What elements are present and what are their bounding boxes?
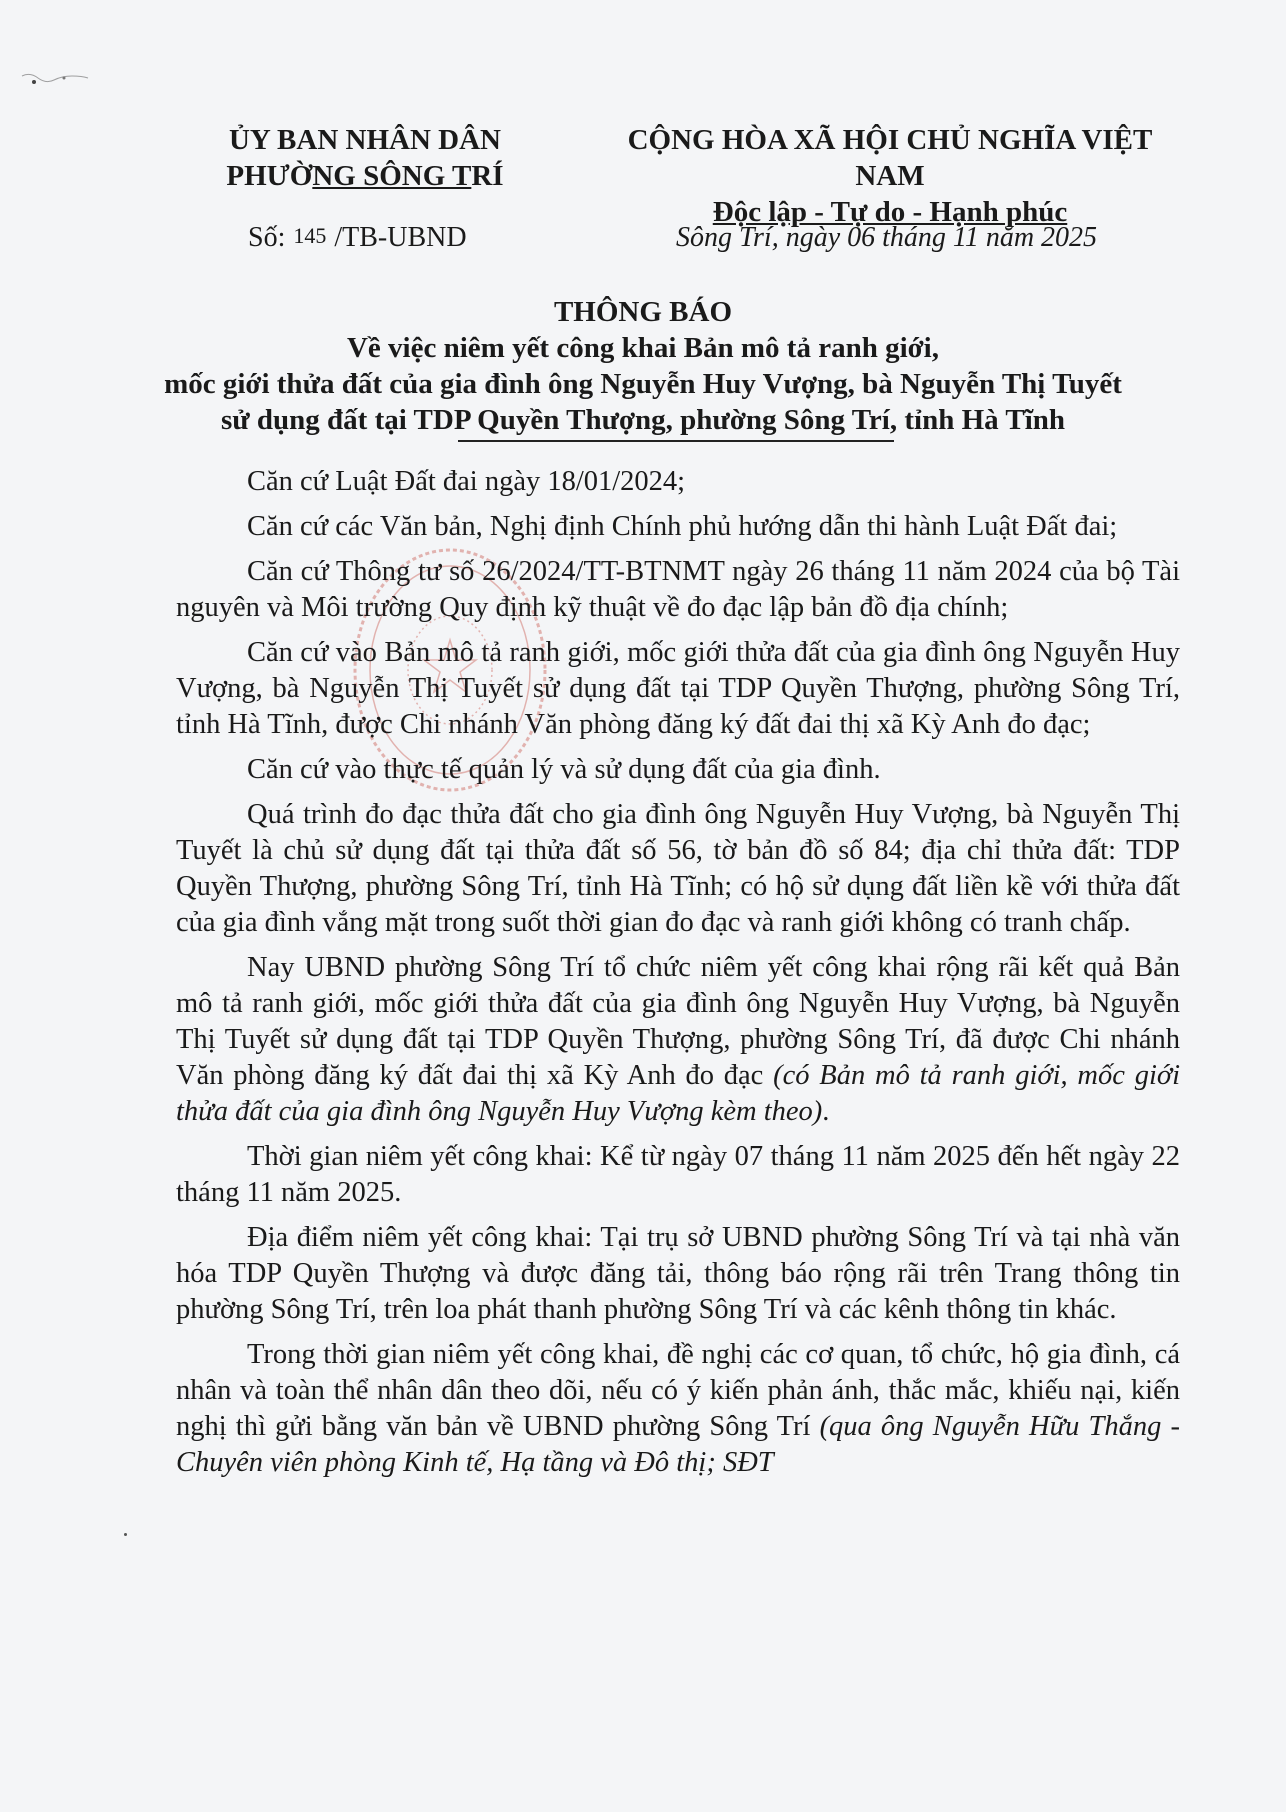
document-body bbox=[176, 464, 1180, 1490]
authority-line-2-underlined: NG SÔNG T bbox=[312, 160, 472, 192]
doc-number-value: 145 bbox=[293, 223, 327, 248]
paragraph-announcement bbox=[176, 950, 1180, 1130]
national-title bbox=[590, 122, 1190, 230]
feedback-text: Trong thời gian niêm yết công khai, đề nghị các cơ quan, tổ chức, hộ gia đình, cá nhân và toàn thể nhân dân theo dõi, nếu có ý kiến phản ánh, thắc mắc, khiếu nại, kiến nghị thì gửi bằng văn bản về UBND phường Sông Trí bbox=[176, 1339, 1180, 1442]
title-line-1: Về việc niêm yết công khai Bản mô tả ranh giới, bbox=[346, 332, 939, 364]
paragraph-posting-location: Địa điểm niêm yết công khai: Tại trụ sở UBND phường Sông Trí và tại nhà văn hóa TDP Quyền Thượng và được đăng tải, thông báo rộng rãi trên Trang thông tin phường Sông Trí, trên loa phát thanh phường Sông Trí và các kênh thông tin khác. bbox=[176, 1222, 1180, 1325]
issuing-authority bbox=[195, 122, 535, 194]
title-line-3: sử dụng đất tại TDP Quyền Thượng, phường Sông Trí, tỉnh Hà Tĩnh bbox=[220, 404, 1066, 436]
paragraph-feedback bbox=[176, 1337, 1180, 1481]
scan-speck bbox=[124, 1533, 127, 1536]
country-name: CỘNG HÒA XÃ HỘI CHỦ NGHĨA VIỆT NAM bbox=[627, 124, 1153, 192]
document-title bbox=[100, 294, 1186, 438]
scan-smudge bbox=[20, 70, 90, 94]
paragraph-survey-process: Quá trình đo đạc thửa đất cho gia đình ông Nguyễn Huy Vượng, bà Nguyễn Thị Tuyết là chủ sử dụng đất tại thửa đất số 56, tờ bản đồ số 84; địa chỉ thửa đất: TDP Quyền Thượng, phường Sông Trí, tỉnh Hà Tĩnh; có hộ sử dụng đất liền kề với thửa đất của gia đình vắng mặt trong suốt thời gian đo đạc và ranh giới không có tranh chấp. bbox=[176, 799, 1180, 938]
doc-number-suffix: /TB-UBND bbox=[334, 222, 467, 253]
feedback-contact: (qua ông Nguyễn Hữu Thắng - Chuyên viên phòng Kinh tế, Hạ tầng và Đô thị; SĐT bbox=[176, 1411, 1180, 1478]
title-line-2: mốc giới thửa đất của gia đình ông Nguyễn Huy Vượng, bà Nguyễn Thị Tuyết bbox=[164, 368, 1122, 400]
doc-number-prefix: Số: bbox=[248, 222, 286, 253]
authority-line-2-a: PHƯỜ bbox=[226, 160, 313, 192]
announcement-end: . bbox=[822, 1096, 830, 1127]
paragraph-posting-period: Thời gian niêm yết công khai: Kể từ ngày 07 tháng 11 năm 2025 đến hết ngày 22 tháng 11 năm 2025. bbox=[176, 1141, 1180, 1208]
authority-line-2 bbox=[195, 158, 535, 194]
authority-line-1: ỦY BAN NHÂN DÂN bbox=[228, 124, 501, 156]
motto: Độc lập - Tự do - Hạnh phúc bbox=[712, 196, 1068, 228]
paragraph-legal-basis-5: Căn cứ vào thực tế quản lý và sử dụng đất của gia đình. bbox=[247, 754, 881, 785]
paragraph-legal-basis-4: Căn cứ vào Bản mô tả ranh giới, mốc giới thửa đất của gia đình ông Nguyễn Huy Vượng, bà Nguyễn Thị Tuyết sử dụng đất tại TDP Quyền Thượng, phường Sông Trí, tỉnh Hà Tĩnh, được Chi nhánh Văn phòng đăng ký đất đai thị xã Kỳ Anh đo đạc; bbox=[176, 637, 1180, 740]
title-divider bbox=[458, 440, 894, 442]
announcement-note: (có Bản mô tả ranh giới, mốc giới thửa đất của gia đình ông Nguyễn Huy Vượng kèm theo) bbox=[176, 1060, 1180, 1127]
announcement-text: Nay UBND phường Sông Trí tổ chức niêm yết công khai rộng rãi kết quả Bản mô tả ranh giới, mốc giới thửa đất của gia đình ông Nguyễn Huy Vượng, bà Nguyễn Thị Tuyết sử dụng đất tại TDP Quyền Thượng, phường Sông Trí, đã được Chi nhánh Văn phòng đăng ký đất đai thị xã Kỳ Anh đo đạc bbox=[176, 952, 1180, 1091]
title-heading: THÔNG BÁO bbox=[553, 296, 733, 328]
paragraph-legal-basis-3: Căn cứ Thông tư số 26/2024/TT-BTNMT ngày 26 tháng 11 năm 2024 của bộ Tài nguyên và Môi trường Quy định kỹ thuật về đo đạc lập bản đồ địa chính; bbox=[176, 556, 1180, 623]
paragraph-legal-basis-1: Căn cứ Luật Đất đai ngày 18/01/2024; bbox=[247, 466, 686, 497]
document-number bbox=[248, 222, 467, 254]
authority-line-2-c: RÍ bbox=[471, 160, 504, 192]
paragraph-legal-basis-2: Căn cứ các Văn bản, Nghị định Chính phủ hướng dẫn thi hành Luật Đất đai; bbox=[247, 511, 1118, 542]
issue-date: Sông Trí, ngày 06 tháng 11 năm 2025 bbox=[676, 222, 1098, 253]
